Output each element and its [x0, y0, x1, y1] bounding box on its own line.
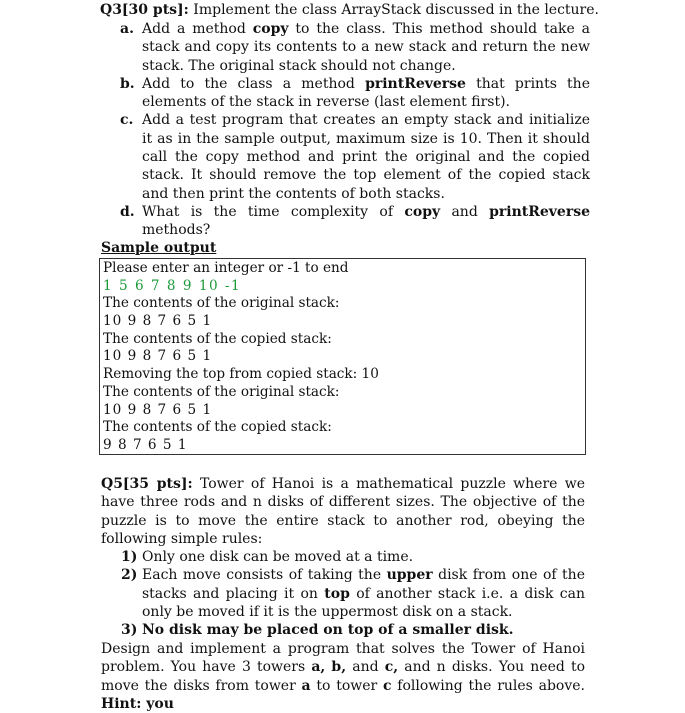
q3-intro: Implement the class ArrayStack discussed in the lecture.	[188, 2, 599, 18]
sample-line-original-values-2: 10 9 8 7 6 5 1	[103, 401, 213, 418]
q3-subtask-list	[120, 20, 590, 240]
q3-item-a-post: to the class. This method should take a stack and copy its contents to a new stack and return the new stack. The original stack should not change.	[142, 21, 591, 74]
q3-item-d	[120, 203, 590, 240]
sample-line-copied-values-2: 9 8 7 6 5 1	[103, 436, 188, 453]
q5-tower-a-ref: a	[301, 677, 311, 694]
q5-rule-2-top: top	[324, 585, 350, 602]
q5-tail-text-3: and	[346, 659, 385, 676]
q3-item-c-marker: c.	[120, 112, 134, 129]
q3-item-d-pre: What is the time complexity of	[142, 203, 405, 220]
sample-output-title: Sample output	[101, 240, 217, 256]
q5-rule-2-mid: disk from one of the stacks and placing it on	[142, 567, 585, 602]
q5-rule-2-upper: upper	[386, 567, 433, 584]
q5-rules-list	[121, 548, 585, 639]
sample-line-copied-values-1: 10 9 8 7 6 5 1	[103, 348, 213, 365]
sample-line-copied-header-1: The contents of the copied stack:	[103, 330, 332, 347]
q5-tower-c-ref: c	[383, 677, 392, 694]
q3-label: Q3[30 pts]:	[100, 2, 189, 18]
q3-item-a-marker: a.	[120, 21, 134, 37]
q5-tail-text-5: to tower	[310, 677, 383, 694]
q3-item-c-text: Add a test program that creates an empty stack and initialize it as in the sample output, maximum size is 10. Then it should call the copy method and print the original and the copied stack. It should remove the top element of the copied stack and then print the contents of both stacks.	[142, 112, 590, 202]
sample-line-removing: Removing the top from copied stack: 10	[103, 366, 379, 383]
q5-hint: Hint: you	[101, 695, 174, 712]
q3-item-d-mid: and	[440, 203, 490, 220]
q5-rule-3-marker: 3)	[121, 622, 138, 639]
q5-tail-text-1: Design and implement a program that solves the Tower of Hanoi problem. You have 3 towers	[101, 641, 585, 676]
q5-rule-3-text: No disk may be placed on top of a smaller disk.	[142, 622, 514, 639]
q5-tower-b: b,	[331, 659, 347, 676]
q5-label: Q5[35 pts]:	[101, 476, 193, 492]
q5-tower-a: a,	[311, 659, 326, 676]
q3-heading	[100, 1, 600, 19]
q5-rule-2	[121, 566, 585, 621]
q5-intro-paragraph	[101, 475, 585, 548]
q5-rule-1	[121, 548, 585, 566]
sample-line-prompt: Please enter an integer or -1 to end	[103, 260, 349, 276]
q5-tail-text-4: and n disks. You need to move the disks from tower	[101, 659, 586, 694]
q3-item-a-pre: Add a method	[142, 21, 253, 37]
q5-rule-3	[121, 621, 585, 639]
sample-line-user-input: 1 5 6 7 8 9 10 -1	[103, 277, 242, 294]
q3-item-c	[120, 111, 590, 202]
q3-item-b-marker: b.	[120, 75, 135, 92]
q5-rule-1-text: Only one disk can be moved at a time.	[142, 549, 414, 565]
q3-item-a-method: copy	[252, 21, 289, 37]
q5-tower-c: c,	[384, 659, 399, 676]
q5-rule-1-marker: 1)	[121, 549, 138, 565]
sample-line-copied-header-2: The contents of the copied stack:	[103, 419, 332, 436]
q3-item-d-post: methods?	[142, 222, 211, 239]
q3-item-b	[120, 75, 590, 112]
q5-rule-2-pre: Each move consists of taking the	[142, 567, 387, 584]
q3-item-b-method: printReverse	[365, 75, 466, 92]
sample-line-original-header-2: The contents of the original stack:	[103, 383, 340, 400]
q3-item-b-pre: Add to the class a method	[142, 75, 366, 92]
q5-rule-2-post: of another stack i.e. a disk can only be moved if it is the uppermost disk on a stack.	[142, 585, 586, 620]
q5-intro: Tower of Hanoi is a mathematical puzzle where we have three rods and n disks of different sizes. The objective of the puzzle is to move the entire stack to another rod, obeying the following simple rules:	[101, 476, 585, 547]
q5-rule-2-marker: 2)	[121, 567, 138, 584]
q3-item-d-method-copy: copy	[404, 203, 441, 220]
q5-tail-text-6: following the rules above.	[391, 677, 585, 694]
sample-output-box	[99, 258, 586, 455]
q3-item-b-post: that prints the elements of the stack in reverse (last element first).	[142, 75, 590, 111]
q3-item-d-method-print: printReverse	[489, 203, 590, 220]
sample-line-original-header-1: The contents of the original stack:	[103, 295, 340, 312]
q3-item-d-marker: d.	[120, 203, 135, 220]
q5-task-paragraph	[101, 640, 585, 713]
q3-item-a	[120, 20, 590, 75]
sample-line-original-values-1: 10 9 8 7 6 5 1	[103, 313, 213, 330]
